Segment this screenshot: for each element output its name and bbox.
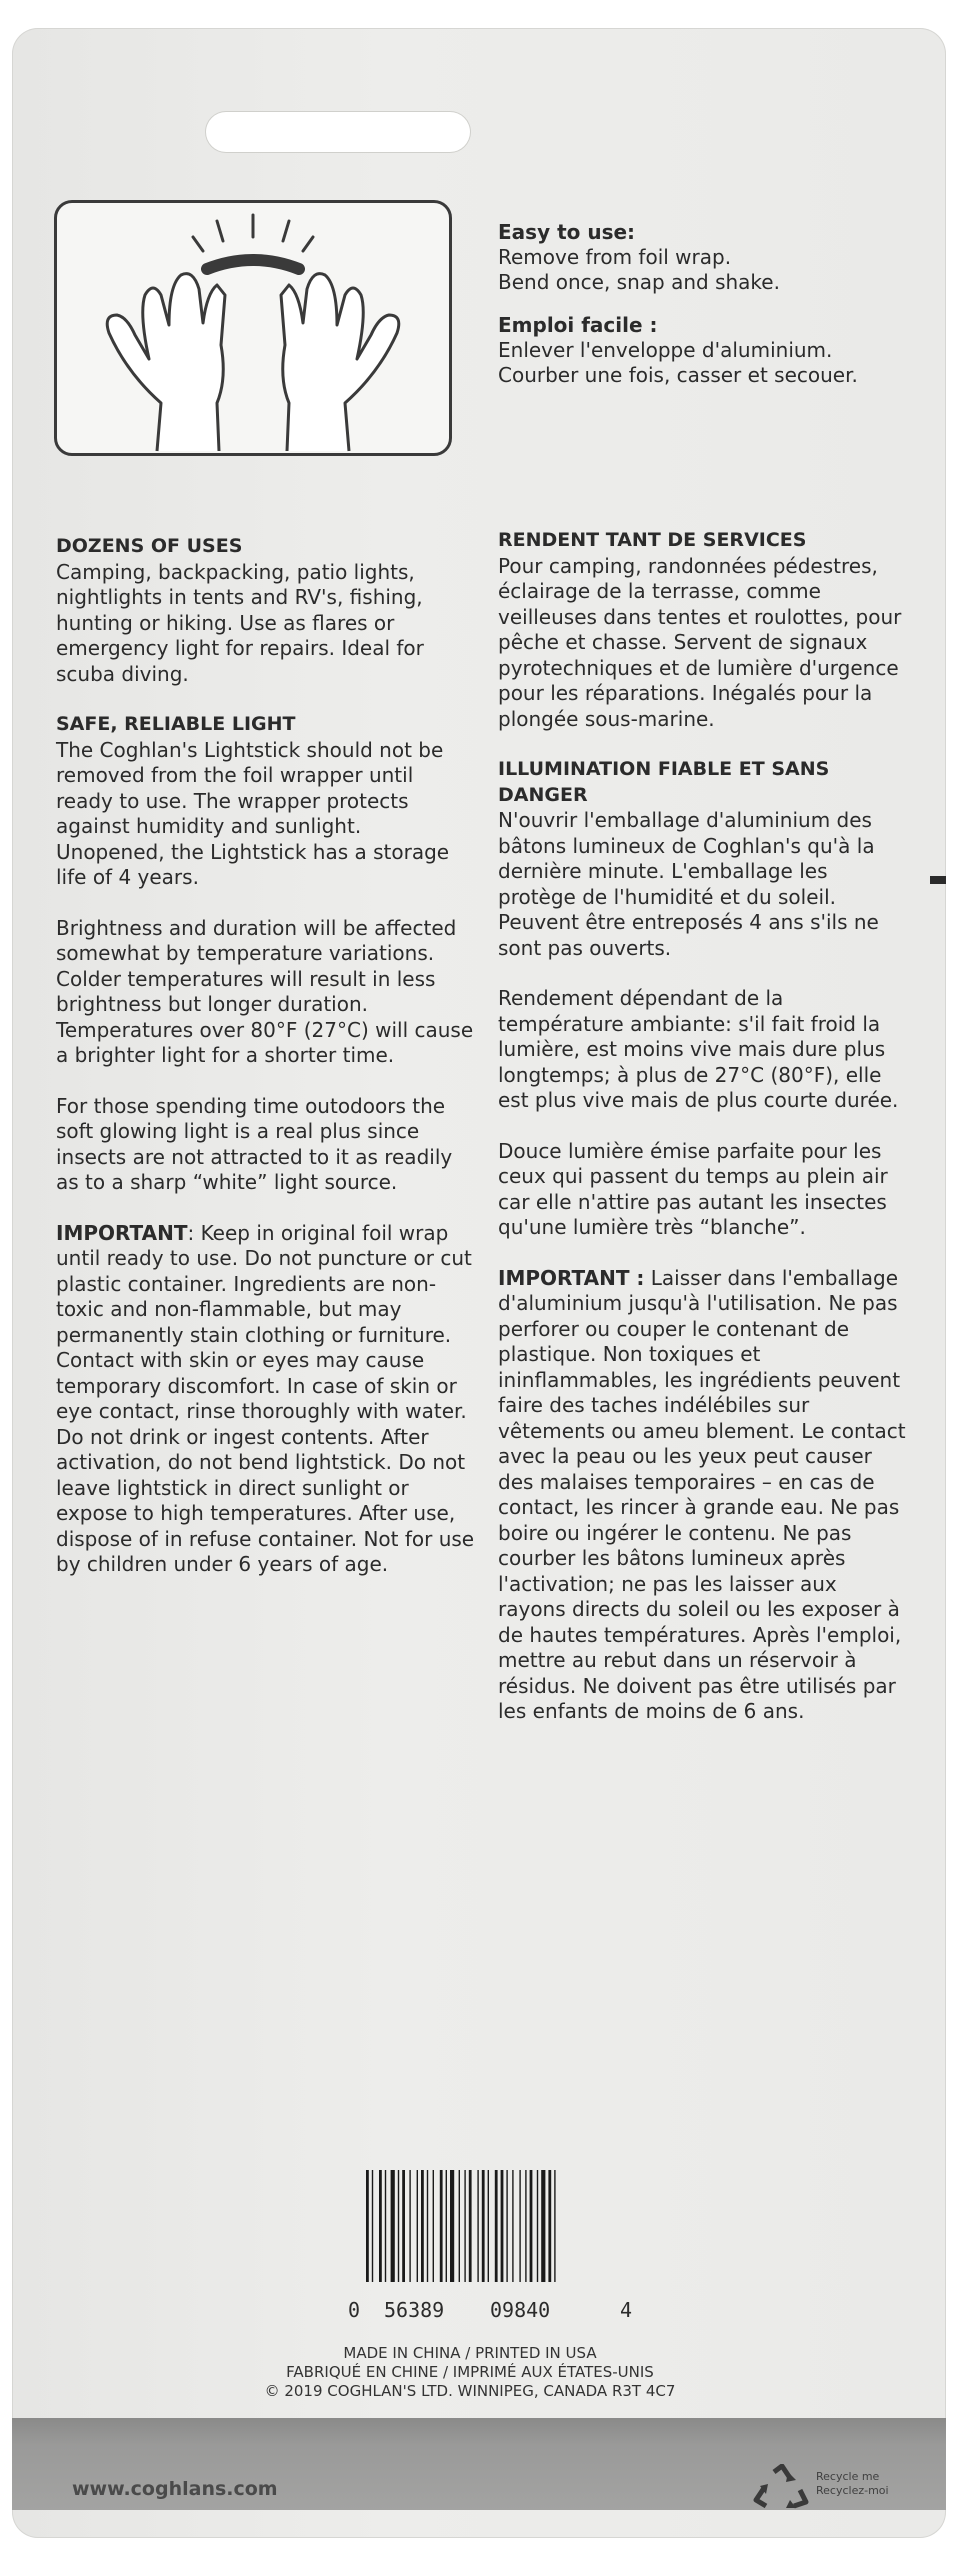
- easy-title-fr: Emploi facile :: [498, 313, 658, 337]
- origin-info: [150, 2344, 790, 2401]
- edge-mark: [930, 876, 946, 884]
- made-line-2: FABRIQUÉ EN CHINE / IMPRIMÉ AUX ÉTATES-UNIS: [286, 2363, 654, 2381]
- barcode-number: [340, 2298, 640, 2322]
- important-label-en: IMPORTANT: [56, 1220, 188, 1245]
- easy-line2-fr: Courber une fois, casser et secouer.: [498, 363, 858, 387]
- safe-title-en: SAFE, RELIABLE LIGHT: [56, 713, 296, 735]
- made-line-1: MADE IN CHINA / PRINTED IN USA: [343, 2344, 597, 2362]
- recycle-label-fr: Recyclez-moi: [816, 2484, 889, 2497]
- uses-title-fr: RENDENT TANT DE SERVICES: [498, 529, 807, 551]
- important-body-en: : Keep in original foil wrap until ready to use. Do not puncture or cut plastic container. Ingredients are non-toxic and non-flammable, but may permanently stain clothing or furniture. Contact with skin or eyes may cause temporary discomfort. In case of skin or eye contact, rinse thoroughly with water. Do not drink or ingest contents. After activation, do not bend lightstick. Do not leave lightstick in direct sunlight or expose to high temperatures. After use, dispose of in refuse container. Not for use by children under 6 years of age.: [56, 1220, 475, 1576]
- easy-to-use-instructions: [498, 220, 898, 406]
- uses-body-fr: Pour camping, randonnées pédestres, éclairage de la terrasse, comme veilleuses dans tentes et roulottes, pour pêche et chasse. Servent de signaux pyrotechniques et de lumière d'urgence pour les réparations. Inégalés pour la plongée sous-marine.: [498, 553, 902, 731]
- uses-title-en: DOZENS OF USES: [56, 535, 243, 557]
- barcode: [362, 2170, 590, 2290]
- important-label-fr: IMPORTANT :: [498, 1265, 645, 1290]
- recycle-label-en: Recycle me: [816, 2470, 880, 2483]
- uses-body-en: Camping, backpacking, patio lights, nightlights in tents and RV's, fishing, hunting or hiking. Use as flares or emergency light for repairs. Ideal for scuba diving.: [56, 559, 424, 686]
- barcode-digit-system: 0: [348, 2298, 361, 2322]
- insects-paragraph-fr: Douce lumière émise parfaite pour les ceux qui passent du temps au plein air car elle n'attire pas autant les insectes qu'une lumière très “blanche”.: [498, 1138, 888, 1239]
- recycle-icon: [752, 2464, 812, 2514]
- safe-body-en: The Coghlan's Lightstick should not be removed from the foil wrapper until ready to use. The wrapper protects against humidity and sunlight. Unopened, the Lightstick has a storage life of 4 years.: [56, 737, 450, 889]
- english-column: [56, 534, 476, 1603]
- hands-illustration: [57, 203, 449, 453]
- safe-title-fr: ILLUMINATION FIABLE ET SANS DANGER: [498, 758, 830, 806]
- hang-tab-slot: [206, 112, 470, 152]
- easy-line1-en: Remove from foil wrap.: [498, 245, 732, 269]
- hands-bending-lightstick-icon: [54, 200, 452, 456]
- brightness-paragraph-fr: Rendement dépendant de la température ambiante: s'il fait froid la lumière, est moins vive mais dure plus longtemps; à plus de 27°C (80°F), elle est plus vive mais de plus courte durée.: [498, 986, 899, 1112]
- made-line-3: © 2019 COGHLAN'S LTD. WINNIPEG, CANADA R3T 4C7: [264, 2382, 676, 2400]
- recycle-label: [816, 2470, 889, 2498]
- website-label: www.coghlans.com: [72, 2478, 278, 2500]
- easy-line1-fr: Enlever l'enveloppe d'aluminium.: [498, 338, 833, 362]
- easy-line2-en: Bend once, snap and shake.: [498, 270, 780, 294]
- barcode-digits-right: 09840: [490, 2298, 551, 2322]
- safe-body-fr: N'ouvrir l'emballage d'aluminium des bâtons lumineux de Coghlan's qu'à la dernière minute. L'emballage les protège de l'humidité et du soleil. Peuvent être entreposés 4 ans s'ils ne sont pas ouverts.: [498, 808, 879, 960]
- barcode-digits-left: 56389: [384, 2298, 445, 2322]
- easy-title-en: Easy to use:: [498, 220, 636, 244]
- brightness-paragraph-en: Brightness and duration will be affected somewhat by temperature variations. Colder temperatures will result in less brightness but longer duration. Temperatures over 80°F (27°C) will cause a brighter light for a shorter time.: [56, 915, 474, 1067]
- barcode-digit-check: 4: [620, 2298, 633, 2322]
- insects-paragraph-en: For those spending time outodoors the soft glowing light is a real plus since insects are not attracted to it as readily as to a sharp “white” light source.: [56, 1093, 453, 1194]
- important-body-fr: Laisser dans l'emballage d'aluminium jusqu'à l'utilisation. Ne pas perforer ou couper le contenant de plastique. Non toxiques et ininflammables, les ingrédients peuvent faire des taches indélébiles sur vêtements ou ameu blement. Le contact avec la peau ou les yeux peut causer des malaises temporaires – en cas de contact, les rincer à grande eau. Ne pas boire ou ingérer le contenu. Ne pas courber les bâtons lumineux après l'activation; ne pas les laisser aux rayons directs du soleil ou les exposer à de hautes températures. Après l'emploi, mettre au rebut dans un réservoir à résidus. Ne doivent pas être utilisés par les enfants de moins de 6 ans.: [498, 1265, 906, 1723]
- french-column: [498, 528, 908, 1750]
